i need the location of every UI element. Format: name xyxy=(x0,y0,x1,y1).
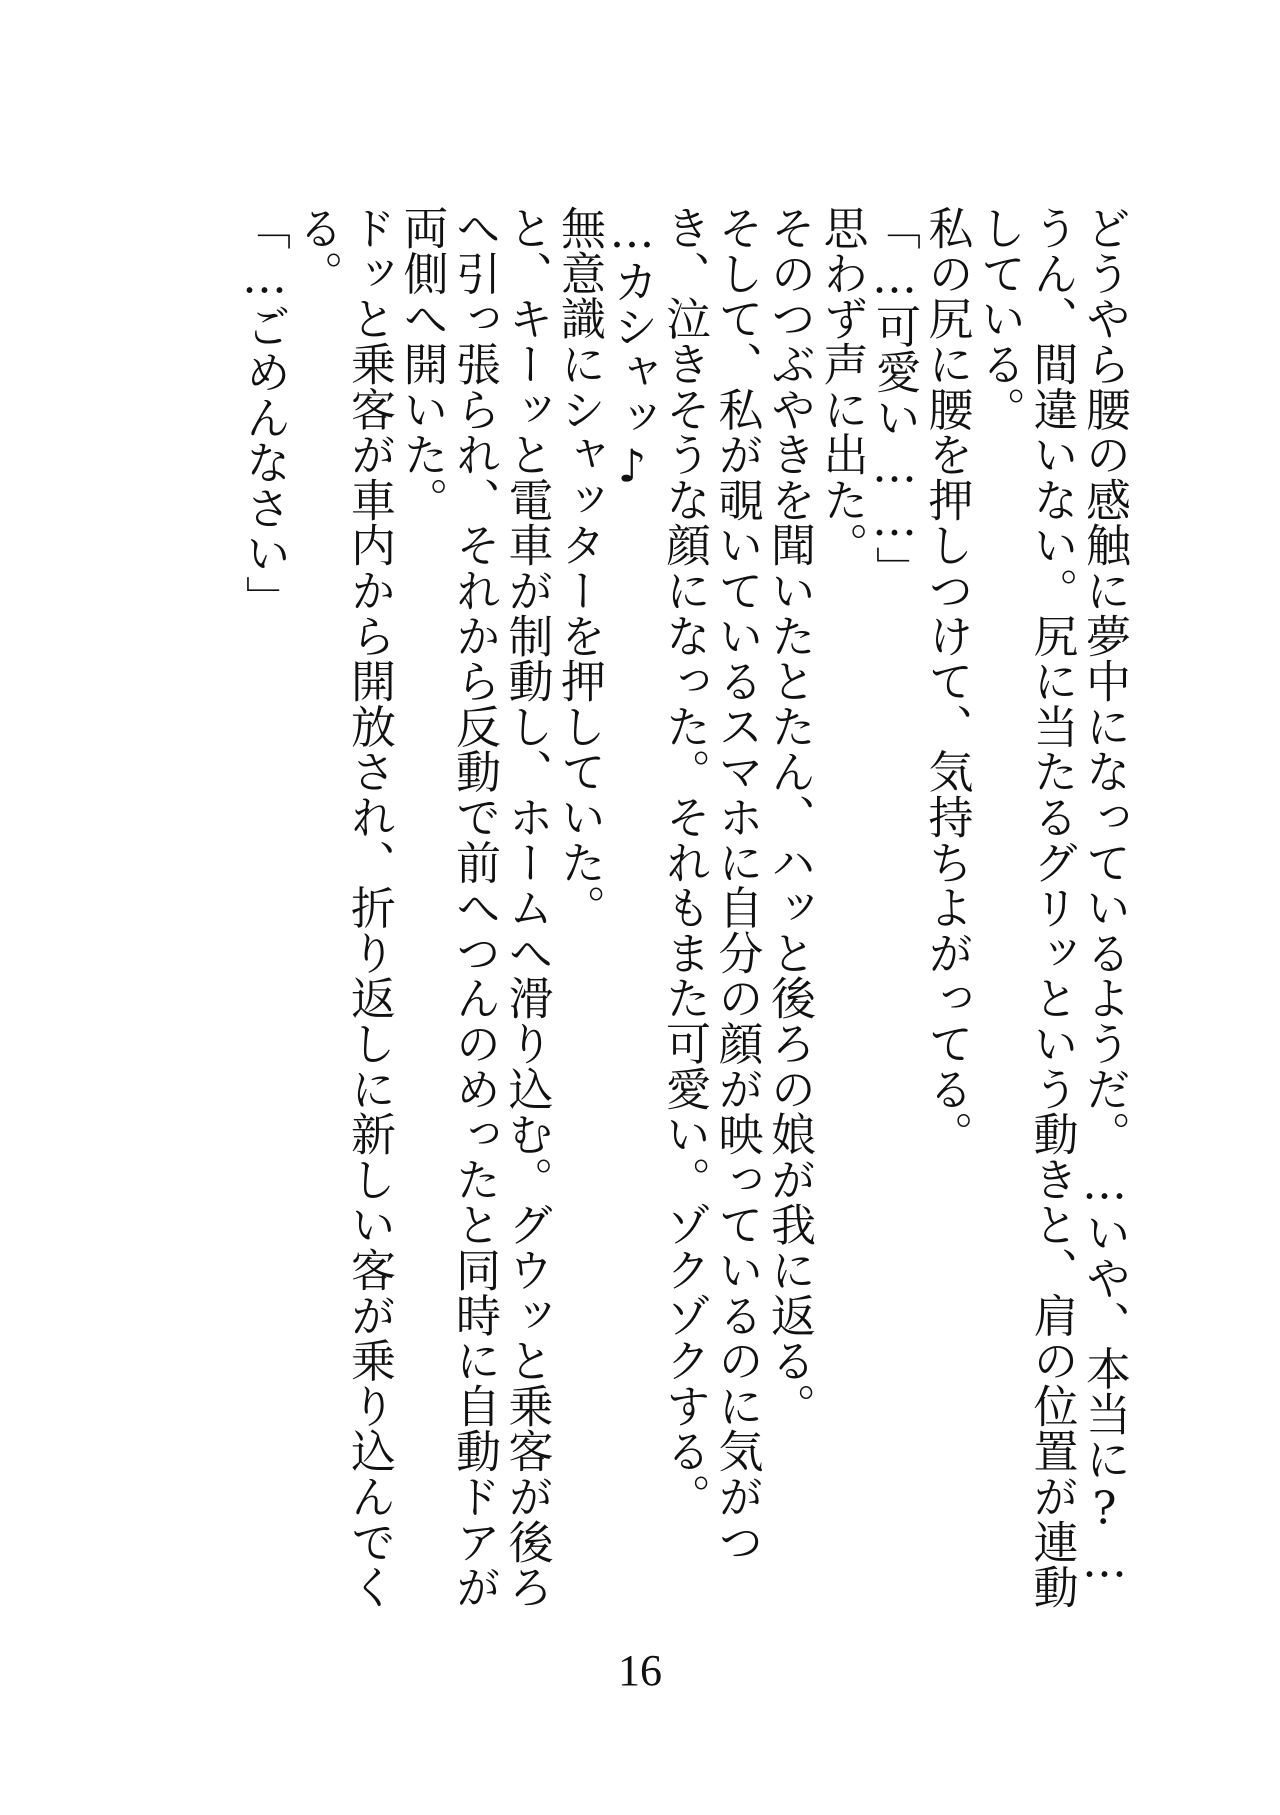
paragraph-4: 思わず声に出た。 xyxy=(815,205,869,568)
paragraph-2: 私の尻に腰を押しつけて、気持ちよがってる。 xyxy=(920,205,974,1157)
paragraph-8: 無意識にシャッターを押していた。 xyxy=(553,205,606,930)
paragraph-5: そのつぶやきを聞いたとたん、ハッと後ろの娘が我に返る。 xyxy=(763,205,816,1429)
page-number: 16 xyxy=(618,1646,662,1695)
paragraph-1: どうやら腰の感触に夢中になっているようだ。…いや、本当に?…うん、間違いない。尻に当たるグリッという動きと、肩の位置が連動している。 xyxy=(973,205,1131,1610)
paragraph-7: …カシャッ♪ xyxy=(605,205,659,493)
paragraph-3: 「…可愛い……」 xyxy=(868,205,921,592)
paragraph-9: と、キーッと電車が制動し、ホームへ滑り込む。グウッと乗客が後ろへ引っ張られ、それから反動で前へつんのめったと同時に自動ドアが両側へ開いた。 xyxy=(395,205,554,1610)
vertical-text-body xyxy=(238,205,1131,1625)
paragraph-11: 「…ごめんなさい」 xyxy=(238,205,291,621)
paragraph-6: そして、私が覗いているスマホに自分の顔が映っているのに気がつき、泣きそうな顔になった。それもまた可愛い。ゾクゾクする。 xyxy=(658,205,764,1564)
paragraph-10: ドッと乗客が車内から開放され、折り返しに新しい客が乗り込んでくる。 xyxy=(290,205,396,1610)
